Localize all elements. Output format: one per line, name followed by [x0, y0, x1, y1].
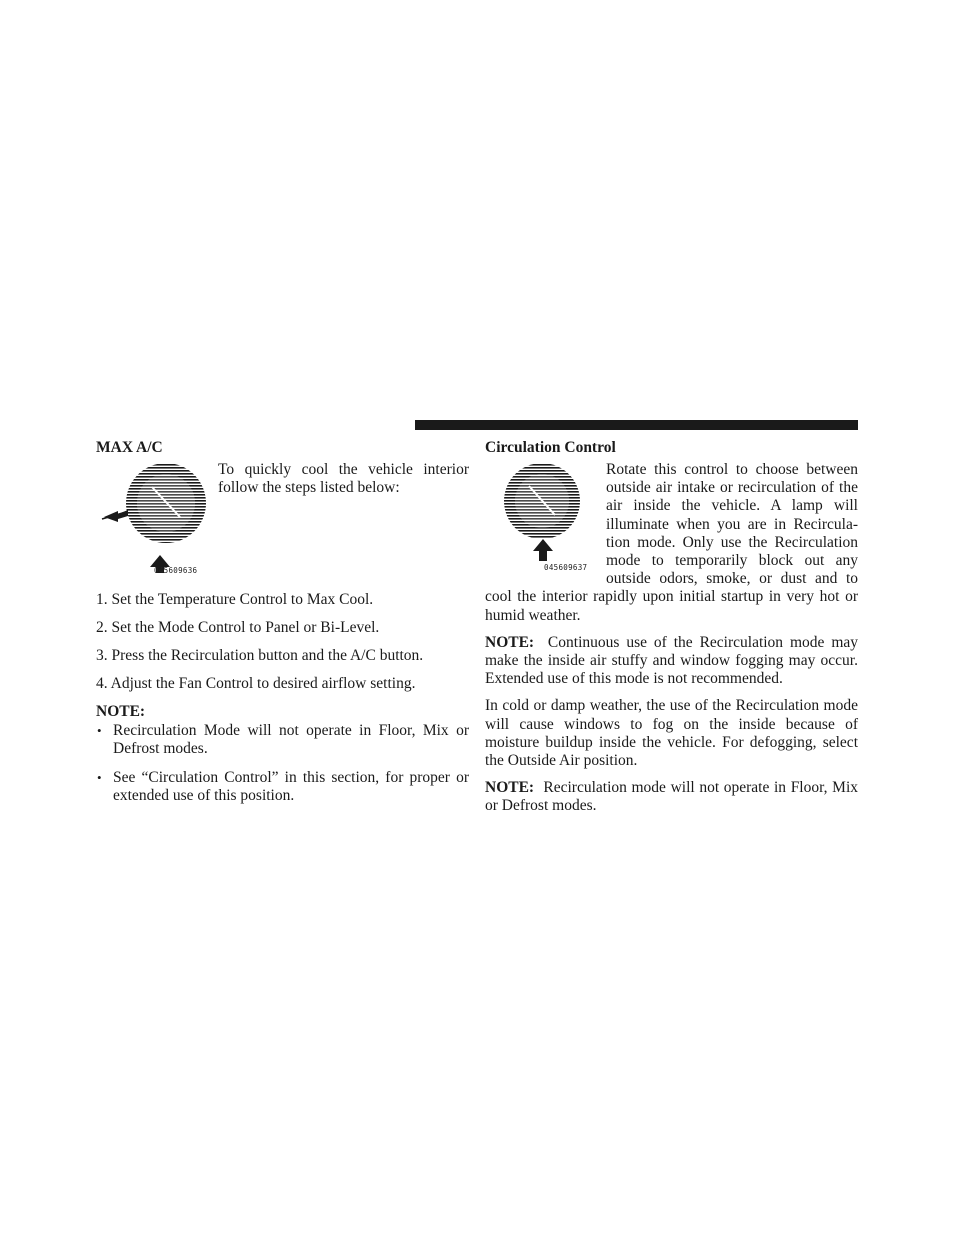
note-label: NOTE: [485, 633, 535, 651]
circulation-knob-figure [485, 461, 598, 573]
note-text: Recirculation mode will not operate in Floor, Mix or Defrost modes. [485, 779, 859, 815]
circulation-heading: Circulation Control [485, 439, 616, 456]
max-ac-notes [96, 722, 469, 805]
max-ac-steps [96, 591, 469, 693]
circulation-note-1 [485, 634, 858, 689]
circulation-intro: Rotate this control to choose between outside air intake or recirculation of the air inside the vehicle. A lamp will illuminate when you are in Recircula-tion mode. Only use the Recirculation mode to temporarily block out any outside odors, smoke, or dust and to cool the interior rapidly upon initial startup in very hot or humid weather. [485, 461, 858, 624]
right-column [485, 438, 858, 825]
max-ac-note-label: NOTE: [96, 703, 146, 720]
list-item: 3. Press the Recirculation button and the A/C button. [96, 647, 424, 664]
max-ac-intro: To quickly cool the vehicle interior follow the steps listed below: [218, 461, 469, 497]
list-item: • See “Circulation Control” in this section, for proper or extended use of this position. [96, 769, 469, 805]
note-text: Continuous use of the Recirculation mode may make the inside air stuffy and window fogging may occur. Extended use of this mode is not recommended. [485, 633, 859, 688]
section-header-bar [415, 420, 858, 430]
list-item: 2. Set the Mode Control to Panel or Bi-Level. [96, 619, 380, 636]
max-ac-knob-icon [96, 461, 210, 573]
list-item: 4. Adjust the Fan Control to desired airflow setting. [96, 675, 416, 692]
list-item: 1. Set the Temperature Control to Max Cool. [96, 591, 374, 608]
circulation-note-2 [485, 779, 858, 815]
list-item: • Recirculation Mode will not operate in Floor, Mix or Defrost modes. [96, 722, 469, 758]
max-ac-knob-figure [96, 461, 210, 573]
note-label: NOTE: [485, 779, 535, 797]
left-column [96, 438, 469, 815]
circulation-figure-code: 045609637 [544, 563, 588, 572]
recirculation-knob-icon [485, 461, 598, 573]
max-ac-heading: MAX A/C [96, 439, 163, 456]
circulation-paragraph-2: In cold or damp weather, the use of the Recirculation mode will cause windows to fog on the inside because of moisture buildup inside the vehicle. For defogging, select the Outside Air position. [485, 697, 858, 770]
max-ac-figure-code: 045609636 [154, 566, 198, 575]
